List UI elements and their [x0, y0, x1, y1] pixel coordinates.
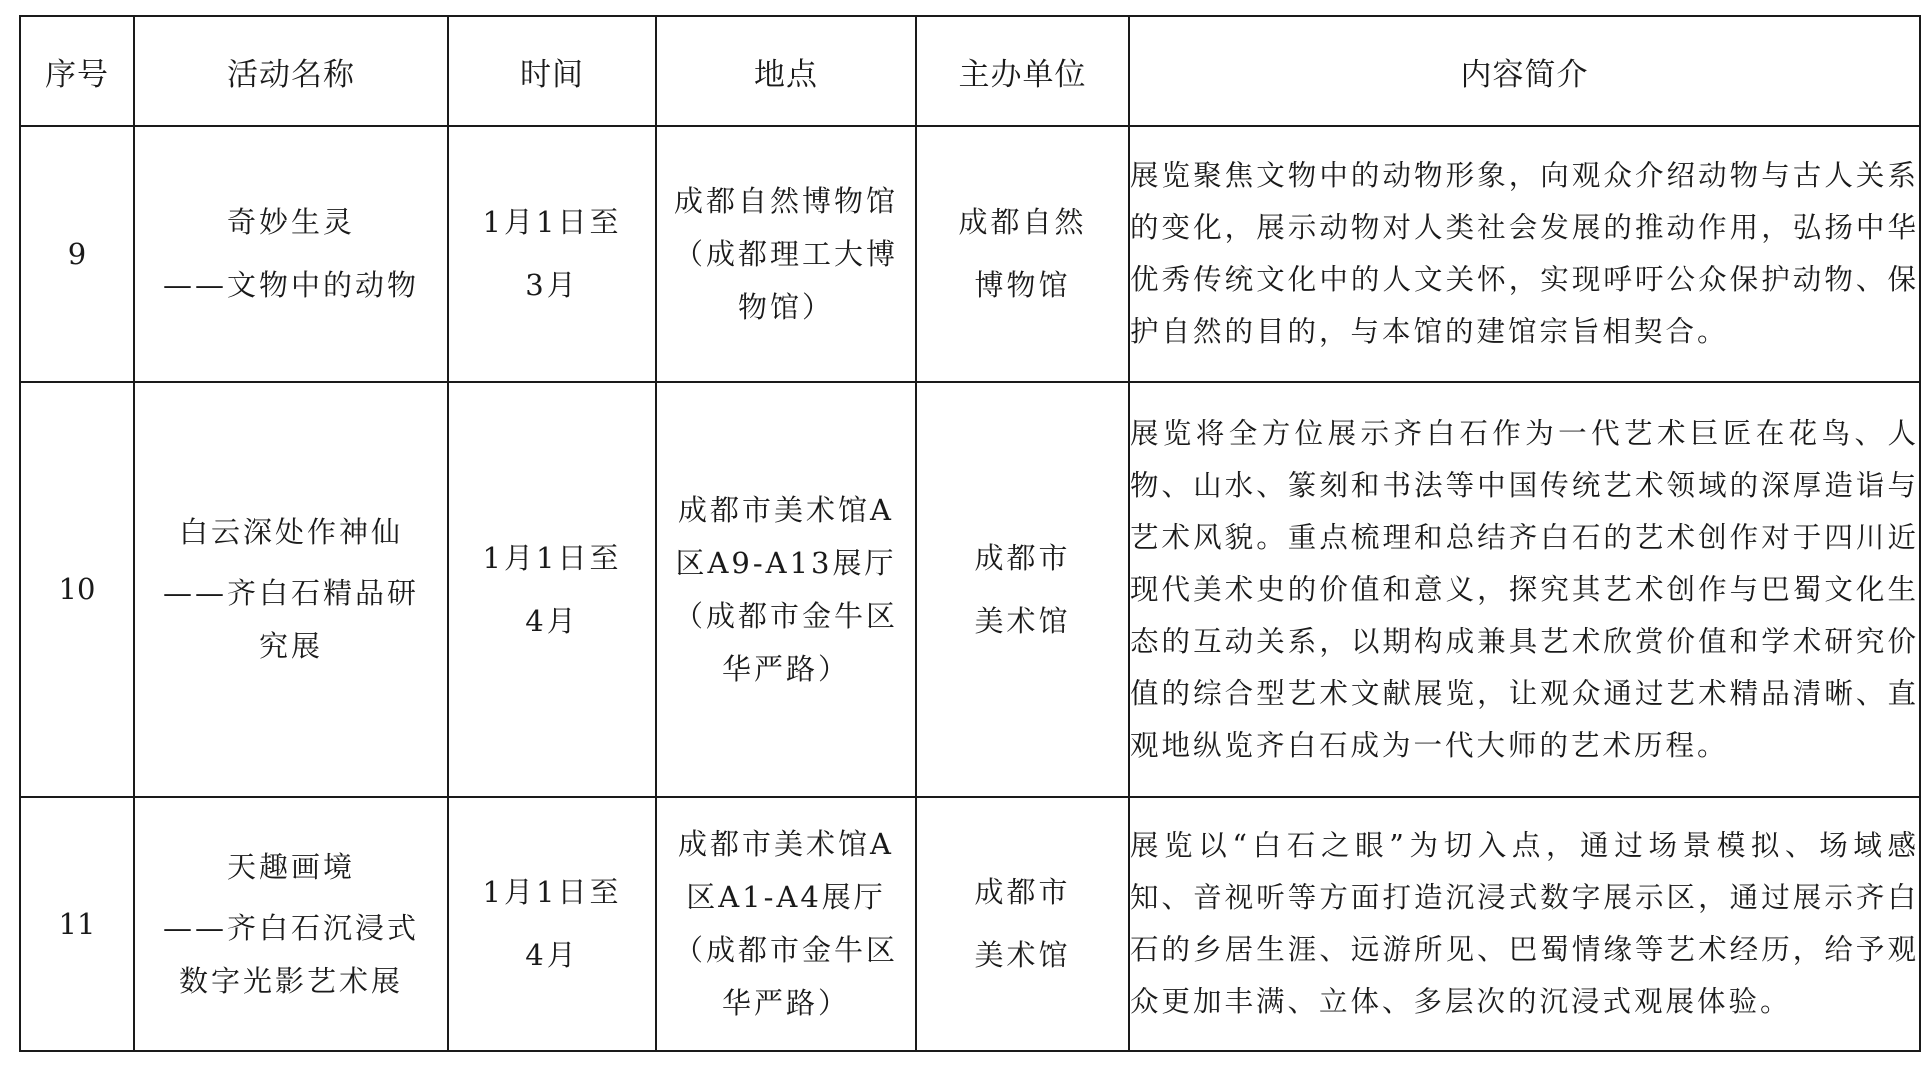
cell-activity-name — [134, 382, 448, 797]
cell-description: 展览将全方位展示齐白石作为一代艺术巨匠在花鸟、人物、山水、篆刻和书法等中国传统艺术领域的深厚造诣与艺术风貌。重点梳理和总结齐白石的艺术创作对于四川近现代美术史的价值和意义，探究其艺术创作与巴蜀文化生态的互动关系，以期构成兼具艺术欣赏价值和学术研究价值的综合型艺术文献展览，让观众通过艺术精品清晰、直观地纵览齐白石成为一代大师的艺术历程。 — [1129, 382, 1920, 797]
cell-activity-name — [134, 797, 448, 1051]
cell-index: 10 — [20, 382, 134, 797]
location-line: （成都市金牛区 — [673, 598, 898, 633]
table-row — [20, 126, 1920, 382]
time-line: 1月1日至 — [482, 540, 622, 575]
organizer-line: 博物馆 — [974, 268, 1071, 302]
location-line: （成都市金牛区 — [673, 933, 898, 967]
events-table — [19, 15, 1921, 1052]
organizer-line: 美术馆 — [974, 938, 1071, 972]
cell-index: 9 — [20, 126, 134, 382]
location-line: 成都市美术馆A — [678, 492, 894, 527]
name-line: 奇妙生灵 — [226, 205, 355, 239]
location-line: 区A9-A13展厅 — [675, 545, 897, 580]
cell-time — [448, 382, 656, 797]
header-row — [20, 16, 1920, 126]
cell-time — [448, 126, 656, 382]
location-line: 成都自然博物馆 — [673, 183, 898, 218]
location-line: 华严路） — [721, 651, 850, 686]
table-row — [20, 382, 1920, 797]
cell-organizer — [916, 382, 1129, 797]
location-line: 华严路） — [721, 986, 850, 1020]
cell-location — [656, 382, 916, 797]
header-index: 序号 — [20, 16, 134, 126]
cell-description: 展览以“白石之眼”为切入点，通过场景模拟、场域感知、音视听等方面打造沉浸式数字展示区，通过展示齐白石的乡居生涯、远游所见、巴蜀情缘等艺术经历，给予观众更加丰满、立体、多层次的沉浸式观展体验。 — [1129, 797, 1920, 1051]
header-activity-name: 活动名称 — [134, 16, 448, 126]
time-line: 4月 — [525, 938, 579, 972]
time-line: 1月1日至 — [482, 875, 622, 909]
name-line: 数字光影艺术展 — [178, 963, 403, 998]
header-time: 时间 — [448, 16, 656, 126]
location-line: （成都理工大博 — [673, 236, 898, 271]
time-line: 3月 — [525, 268, 579, 302]
location-line: 成都市美术馆A — [678, 827, 894, 861]
cell-organizer — [916, 797, 1129, 1051]
organizer-line: 成都自然 — [958, 205, 1087, 239]
cell-location — [656, 126, 916, 382]
location-line: 物馆） — [737, 289, 834, 324]
header-description: 内容简介 — [1129, 16, 1920, 126]
organizer-line: 成都市 — [974, 540, 1071, 575]
header-location: 地点 — [656, 16, 916, 126]
name-line: ——齐白石精品研 — [162, 576, 419, 610]
name-line: 究展 — [258, 629, 323, 663]
time-line: 4月 — [525, 603, 579, 638]
cell-time — [448, 797, 656, 1051]
location-line: 区A1-A4展厅 — [686, 880, 886, 914]
table-row — [20, 797, 1920, 1051]
name-line: 白云深处作神仙 — [178, 515, 403, 549]
time-line: 1月1日至 — [482, 205, 622, 239]
name-line: ——齐白石沉浸式 — [162, 910, 419, 945]
organizer-line: 成都市 — [974, 875, 1071, 909]
cell-organizer — [916, 126, 1129, 382]
name-line: ——文物中的动物 — [162, 268, 419, 302]
header-organizer: 主办单位 — [916, 16, 1129, 126]
cell-index: 11 — [20, 797, 134, 1051]
cell-description: 展览聚焦文物中的动物形象，向观众介绍动物与古人关系的变化，展示动物对人类社会发展的推动作用，弘扬中华优秀传统文化中的人文关怀，实现呼吁公众保护动物、保护自然的目的，与本馆的建馆宗旨相契合。 — [1129, 126, 1920, 382]
organizer-line: 美术馆 — [974, 603, 1071, 638]
name-line: 天趣画境 — [226, 849, 355, 884]
cell-location — [656, 797, 916, 1051]
cell-activity-name — [134, 126, 448, 382]
